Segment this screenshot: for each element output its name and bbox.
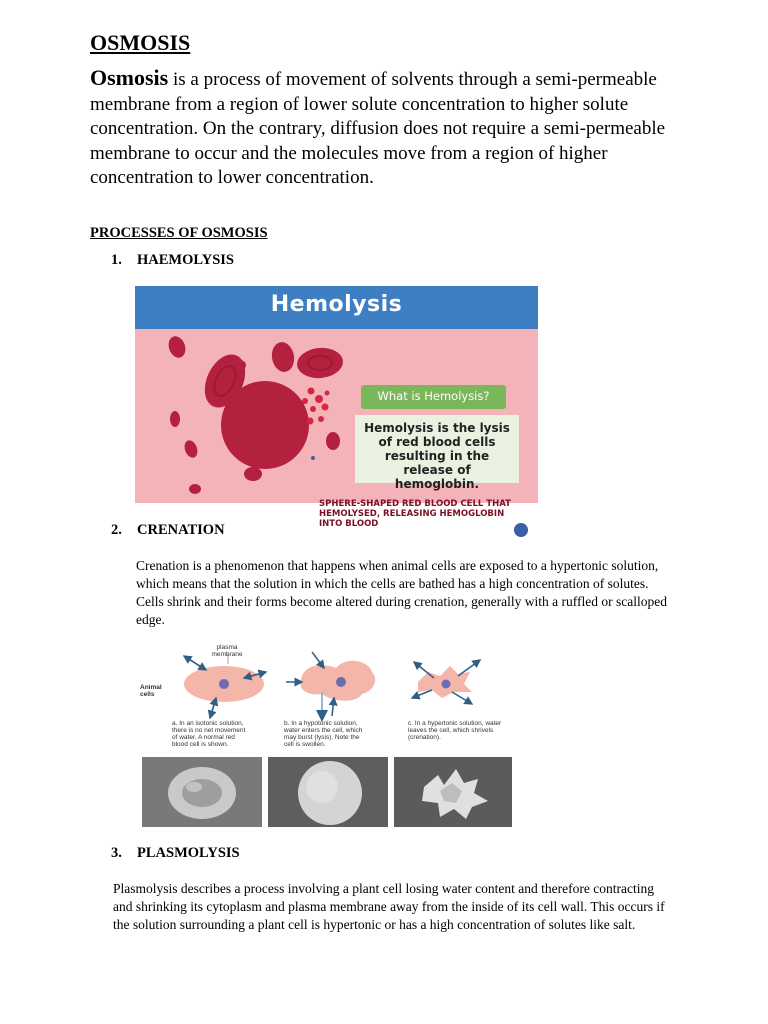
plasma-membrane-label: plasma membrane	[211, 644, 243, 658]
section-heading: PROCESSES OF OSMOSIS	[90, 225, 268, 241]
page-title: OSMOSIS	[90, 30, 191, 55]
intro-lead-term: Osmosis	[90, 65, 169, 90]
item-heading-plasmolysis	[111, 845, 240, 862]
intro-paragraph	[90, 66, 690, 191]
micrograph-hypotonic-cell	[268, 757, 388, 827]
item-title: CRENATION	[137, 522, 225, 538]
crenation-paragraph: Crenation is a phenomenon that happens when animal cells are exposed to a hypertonic solution, which means that the solution in which the cells are bathed has a high concentration of solutes. Cells shrink and their forms become altered during crenation, generally with a ruffled or scalloped edge.	[136, 558, 667, 627]
intro-text: is a process of movement of solvents through a semi-permeable membrane from a region of lower solute concentration to higher solute concentration. On the contrary, diffusion does not require a semi-permeable membrane to occur and the molecules move from a region of higher concentration to lower concentration.	[90, 69, 666, 188]
item-number: 1.	[111, 252, 122, 268]
caption-hypotonic: b. In a hypotonic solution, water enters the cell, which may burst (lysis). Note the cell is swollen.	[284, 720, 363, 748]
crenation-figure	[136, 642, 526, 828]
caption-isotonic: a. In an isotonic solution, there is no net movement of water. A normal red blood cell is shown.	[172, 720, 246, 748]
hemolysis-illustration	[135, 329, 538, 529]
item-number: 3.	[111, 845, 122, 861]
swollen-cell-photo	[268, 757, 388, 827]
hemolysis-question-tag	[361, 385, 506, 409]
item-number: 2.	[111, 522, 122, 538]
play-icon[interactable]	[514, 523, 528, 537]
micrograph-isotonic-cell	[142, 757, 262, 827]
micrograph-hypertonic-cell	[394, 757, 512, 827]
crenated-cell-photo	[394, 757, 512, 827]
hemolysis-banner-title: Hemolysis	[270, 292, 403, 317]
hemolysis-figure	[135, 286, 538, 529]
item-heading-crenation	[111, 522, 225, 539]
hemolysis-definition: Hemolysis is the lysis of red blood cells resulting in the release of hemoglobin.	[364, 421, 510, 491]
hemolysis-caption: SPHERE-SHAPED RED BLOOD CELL THAT HEMOLYSED, RELEASING HEMOGLOBIN INTO BLOOD	[319, 499, 511, 529]
plasmolysis-paragraph: Plasmolysis describes a process involving a plant cell losing water content and therefore contracting and shrinking its cytoplasm and plasma membrane away from the inside of its cell wall. This occurs if the solution surrounding a plant cell is hypertonic or has a high concentration of solutes like salt.	[113, 881, 665, 932]
caption-hypertonic: c. In a hypertonic solution, water leaves the cell, which shrivels (crenation).	[408, 720, 502, 741]
animal-cells-label: Animal cells	[140, 684, 162, 698]
normal-cell-photo	[142, 757, 262, 827]
item-title: HAEMOLYSIS	[137, 252, 234, 268]
hemolysis-question: What is Hemolysis?	[377, 389, 490, 403]
item-heading-haemolysis	[111, 252, 234, 269]
hemolysis-definition-box	[355, 415, 519, 491]
hemolysis-banner	[135, 286, 538, 329]
item-title: PLASMOLYSIS	[137, 845, 240, 861]
